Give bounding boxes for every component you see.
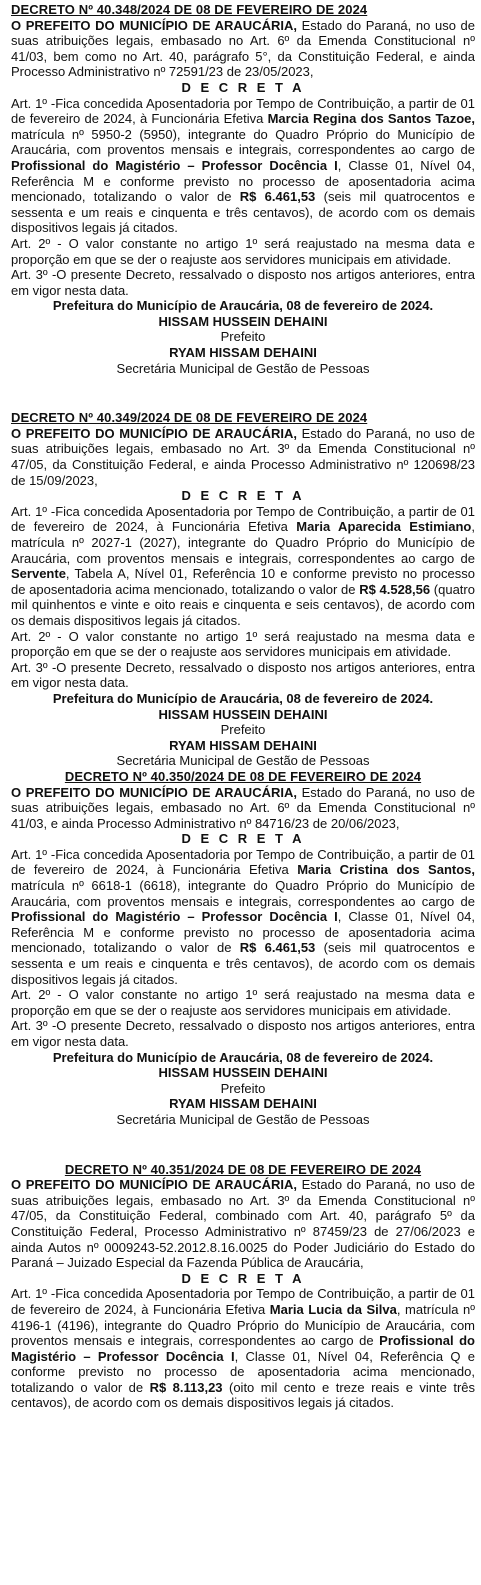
decree-40348 <box>11 2 475 376</box>
mayor-name: HISSAM HUSSEIN DEHAINI <box>158 706 328 722</box>
benefit-amount: R$ 4.528,56 <box>359 581 431 597</box>
article-3: Art. 3º -O presente Decreto, ressalvado o disposto nos artigos anteriores, entra em vigor nesta data. <box>11 659 475 691</box>
decree-preamble <box>11 1177 475 1271</box>
benefit-amount: R$ 6.461,53 <box>239 189 316 205</box>
art1-text: (seis mil quatrocentos e sessenta e um reais e cinquenta e três centavos), de acordo com os demais dispositivos legais já citados. <box>11 940 475 987</box>
employee-name: Maria Aparecida Estimiano <box>296 519 472 535</box>
secretary-name: RYAM HISSAM DEHAINI <box>169 1096 317 1112</box>
article-2: Art. 2º - O valor constante no artigo 1º será reajustado na mesma data e proporção em que se der o reajuste aos servidores municipais em atividade. <box>11 628 475 660</box>
article-1 <box>11 847 475 987</box>
decreta-heading: D E C R E T A <box>181 79 305 95</box>
mayor-name: HISSAM HUSSEIN DEHAINI <box>158 1065 328 1081</box>
decree-title: DECRETO Nº 40.350/2024 DE 08 DE FEVEREIRO DE 2024 <box>64 768 422 784</box>
mayor-title: Prefeito <box>220 722 266 738</box>
employee-name: Maria Cristina dos Santos, <box>297 862 476 878</box>
article-1 <box>11 1286 475 1411</box>
decree-title: DECRETO Nº 40.348/2024 DE 08 DE FEVEREIRO DE 2024 <box>11 2 368 17</box>
art1-text: , matrícula nº 2027-1 (2027), integrante do Quadro Próprio do Município de Araucária, com proventos mensais e integrais, correspondentes ao cargo de <box>11 519 475 566</box>
mayor-title: Prefeito <box>220 1080 266 1096</box>
art1-text: , Classe 01, Nível 04, Referência M e conforme previsto no processo de aposentadoria acima mencionado, totalizando o valor de <box>11 157 475 205</box>
preamble-authority: O PREFEITO DO MUNICÍPIO DE ARAUCÁRIA, <box>11 17 297 33</box>
art1-text: , Classe 01, Nível 04, Referência Q e conforme previsto no processo de aposentadoria acima mencionado, totalizando o valor de <box>11 1348 475 1395</box>
preamble-authority: O PREFEITO DO MUNICÍPIO DE ARAUCÁRIA, <box>11 784 297 800</box>
art1-text: , Classe 01, Nível 04, Referência M e conforme previsto no processo de aposentadoria acima mencionado, totalizando o valor de <box>11 909 475 956</box>
employee-name: Marcia Regina dos Santos Tazoe, <box>267 111 475 127</box>
place-date: Prefeitura do Município de Araucária, 08 de fevereiro de 2024. <box>52 690 434 706</box>
benefit-amount: R$ 8.113,23 <box>149 1379 223 1395</box>
decree-40349 <box>11 410 475 769</box>
article-2: Art. 2º - O valor constante no artigo 1º será reajustado na mesma data e proporção em que se der o reajuste aos servidores municipais em atividade. <box>11 235 475 267</box>
preamble-text: Estado do Paraná, no uso de suas atribuições legais, embasado no Art. 6º da Emenda Constitucional nº 41/03, bem como no Art. 40, parágrafo 5°, da Constituição Federal, e ainda Processo Administrativo nº 72591/23 de 23/05/2023, <box>11 17 475 80</box>
secretary-name: RYAM HISSAM DEHAINI <box>169 737 317 753</box>
art1-text: Art. 1º -Fica concedida Aposentadoria por Tempo de Contribuição, a partir de 01 de fevereiro de 2024, à Funcionária Efetiva <box>11 846 475 878</box>
preamble-authority: O PREFEITO DO MUNICÍPIO DE ARAUCÁRIA, <box>11 1177 297 1193</box>
job-position: Profissional do Magistério – Professor Docência I <box>11 157 338 173</box>
article-3: Art. 3º -O presente Decreto, ressalvado o disposto nos artigos anteriores, entra em vigor nesta data. <box>11 267 475 298</box>
art1-text: Art. 1º -Fica concedida Aposentadoria por Tempo de Contribuição, a partir de 01 de fevereiro de 2024, à Funcionária Efetiva <box>11 95 475 127</box>
place-date: Prefeitura do Município de Araucária, 08 de fevereiro de 2024. <box>52 298 434 314</box>
art1-text: , Tabela A, Nível 01, Referência 10 e conforme previsto no processo de aposentadoria acima mencionado, totalizando o valor de <box>11 566 475 597</box>
job-position: Profissional do Magistério – Professor Docência I <box>11 1333 475 1364</box>
benefit-amount: R$ 6.461,53 <box>239 940 316 956</box>
decree-title: DECRETO Nº 40.349/2024 DE 08 DE FEVEREIRO DE 2024 <box>11 410 368 426</box>
article-3: Art. 3º -O presente Decreto, ressalvado o disposto nos artigos anteriores, entra em vigor nesta data. <box>11 1018 475 1049</box>
art1-text: Art. 1º -Fica concedida Aposentadoria por Tempo de Contribuição, a partir de 01 de fevereiro de 2024, à Funcionária Efetiva <box>11 1286 475 1317</box>
decree-preamble <box>11 18 475 80</box>
preamble-text: Estado do Paraná, no uso de suas atribuições legais, embasado no Art. 3º da Emenda Constitucional nº 47/05, da Constituição Federal, combinado com Art. 40, parágrafo 5º da Constituição Federal, Processo Administrativo nº 87459/23 de 27/06/2023 e ainda Autos nº 0009243-52.2012.8.16.0025 do Poder Judiciário do Estado do Paraná – Juizado Especial da Fazenda Pública de Araucária, <box>11 1177 475 1271</box>
article-2: Art. 2º - O valor constante no artigo 1º será reajustado na mesma data e proporção em que se der o reajuste aos servidores municipais em atividade. <box>11 987 475 1018</box>
art1-text: (oito mil cento e treze reais e vinte três centavos), de acordo com os demais dispositivos legais já citados. <box>11 1379 476 1411</box>
decree-title: DECRETO Nº 40.351/2024 DE 08 DE FEVEREIRO DE 2024 <box>64 1161 422 1177</box>
job-position: Servente <box>11 566 66 582</box>
art1-text: , matrícula nº 4196-1 (4196), integrante do Quadro Próprio do Município de Araucária, com proventos mensais e integrais, correspondentes ao cargo de <box>11 1301 476 1349</box>
section-spacer <box>11 1128 475 1162</box>
secretary-title: Secretária Municipal de Gestão de Pessoas <box>116 753 370 769</box>
decreta-heading: D E C R E T A <box>181 831 305 847</box>
art1-text: Art. 1º -Fica concedida Aposentadoria por Tempo de Contribuição, a partir de 01 de fevereiro de 2024, à Funcionária Efetiva <box>11 503 475 535</box>
job-position: Profissional do Magistério – Professor Docência I <box>11 909 338 925</box>
art1-text: matrícula nº 5950-2 (5950), integrante do Quadro Próprio do Município de Araucária, com proventos mensais e integrais, correspondentes ao cargo de <box>11 126 475 158</box>
decreta-heading: D E C R E T A <box>181 488 305 504</box>
decree-40350 <box>11 769 475 1128</box>
art1-text: (quatro mil quinhentos e vinte e oito reais e cinquenta e seis centavos), de acordo com os demais dispositivos legais já citados. <box>11 581 475 628</box>
preamble-text: Estado do Paraná, no uso de suas atribuições legais, embasado no Art. 6º da Emenda Constitucional nº 41/03, e ainda Processo Administrativo nº 84716/23 de 20/06/2023, <box>11 784 475 831</box>
decree-preamble <box>11 426 475 488</box>
article-1 <box>11 504 475 629</box>
decreta-heading: D E C R E T A <box>181 1270 305 1286</box>
place-date: Prefeitura do Município de Araucária, 08 de fevereiro de 2024. <box>52 1049 434 1065</box>
secretary-title: Secretária Municipal de Gestão de Pessoas <box>116 360 370 376</box>
art1-text: matrícula nº 6618-1 (6618), integrante do Quadro Próprio do Município de Araucária, com proventos mensais e integrais, correspondentes ao cargo de <box>11 878 475 909</box>
decree-preamble <box>11 785 475 832</box>
mayor-name: HISSAM HUSSEIN DEHAINI <box>158 313 328 329</box>
mayor-title: Prefeito <box>220 329 266 345</box>
secretary-title: Secretária Municipal de Gestão de Pessoas <box>116 1111 370 1127</box>
art1-text: (seis mil quatrocentos e sessenta e um reais e cinquenta e três centavos), de acordo com os demais dispositivos legais já citados. <box>11 189 475 236</box>
decree-40351 <box>11 1162 475 1412</box>
article-1 <box>11 96 475 236</box>
secretary-name: RYAM HISSAM DEHAINI <box>169 345 317 361</box>
section-spacer <box>11 376 475 410</box>
employee-name: Maria Lucia da Silva <box>269 1301 397 1317</box>
preamble-authority: O PREFEITO DO MUNICÍPIO DE ARAUCÁRIA, <box>11 425 297 441</box>
preamble-text: Estado do Paraná, no uso de suas atribuições legais, embasado no Art. 3º da Emenda Constitucional nº 47/05, da Constituição Federal, e ainda Processo Administrativo nº 120698/23 de 15/09/2023, <box>11 425 475 488</box>
